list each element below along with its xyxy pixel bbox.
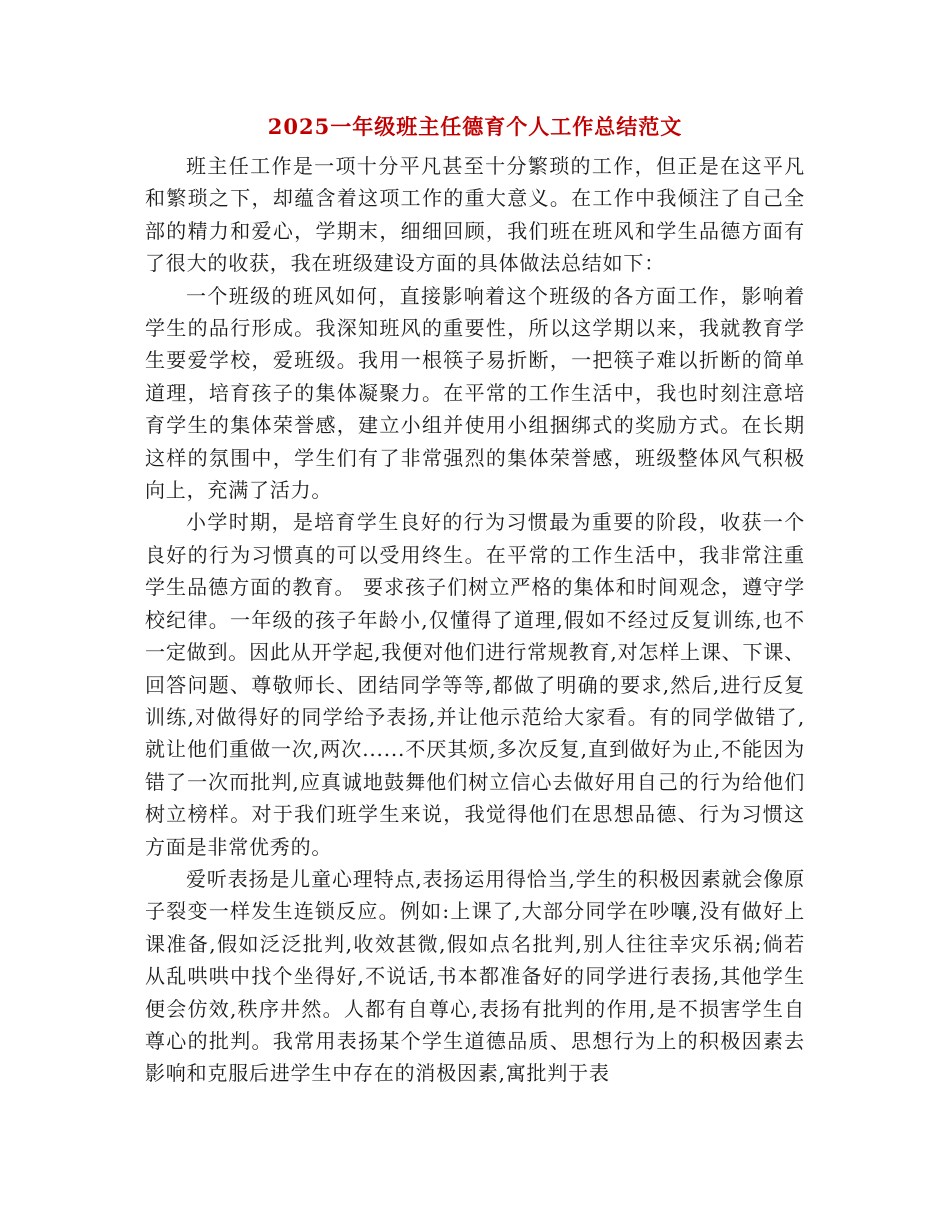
paragraph: 一个班级的班风如何，直接影响着这个班级的各方面工作，影响着学生的品行形成。我深知班风的重要性，所以这学期以来，我就教育学生要爱学校，爱班级。我用一根筷子易折断，一把筷子难以折断的简单道理，培育孩子的集体凝聚力。在平常的工作生活中，我也时刻注意培育学生的集体荣誉感，建立小组并使用小组捆绑式的奖励方式。在长期这样的氛围中，学生们有了非常强烈的集体荣誉感，班级整体风气积极向上，充满了活力。 (145, 283, 805, 503)
paragraph: 爱听表扬是儿童心理特点,表扬运用得恰当,学生的积极因素就会像原子裂变一样发生连锁反应。例如:上课了,大部分同学在吵嚷,没有做好上课准备,假如泛泛批判,收效甚微,假如点名批判,别人往往幸灾乐祸;倘若从乱哄哄中找个坐得好,不说话,书本都准备好的同学进行表扬,其他学生便会仿效,秩序井然。人都有自尊心,表扬有批判的作用,是不损害学生自尊心的批判。我常用表扬某个学生道德品质、思想行为上的积极因素去影响和克服后进学生中存在的消极因素,寓批判于表 (145, 866, 805, 1086)
paragraph: 班主任工作是一项十分平凡甚至十分繁琐的工作，但正是在这平凡和繁琐之下，却蕴含着这项工作的重大意义。在工作中我倾注了自己全部的精力和爱心，学期末，细细回顾，我们班在班风和学生品德方面有了很大的收获，我在班级建设方面的具体做法总结如下： (145, 154, 805, 276)
document-title: 2025一年级班主任德育个人工作总结范文 (267, 114, 683, 139)
document-body (145, 150, 805, 1090)
paragraph: 小学时期，是培育学生良好的行为习惯最为重要的阶段，收获一个良好的行为习惯真的可以受用终生。在平常的工作生活中，我非常注重学生品德方面的教育。 要求孩子们树立严格的集体和时间观念，遵守学校纪律。一年级的孩子年龄小,仅懂得了道理,假如不经过反复训练,也不一定做到。因此从开学起,我便对他们进行常规教育,对怎样上课、下课、回答问题、尊敬师长、团结同学等等,都做了明确的要求,然后,进行反复训练,对做得好的同学给予表扬,并让他示范给大家看。有的同学做错了,就让他们重做一次,两次......不厌其烦,多次反复,直到做好为止,不能因为错了一次而批判,应真诚地鼓舞他们树立信心去做好用自己的行为给他们树立榜样。对于我们班学生来说，我觉得他们在思想品德、行为习惯这方面是非常优秀的。 (145, 510, 805, 859)
